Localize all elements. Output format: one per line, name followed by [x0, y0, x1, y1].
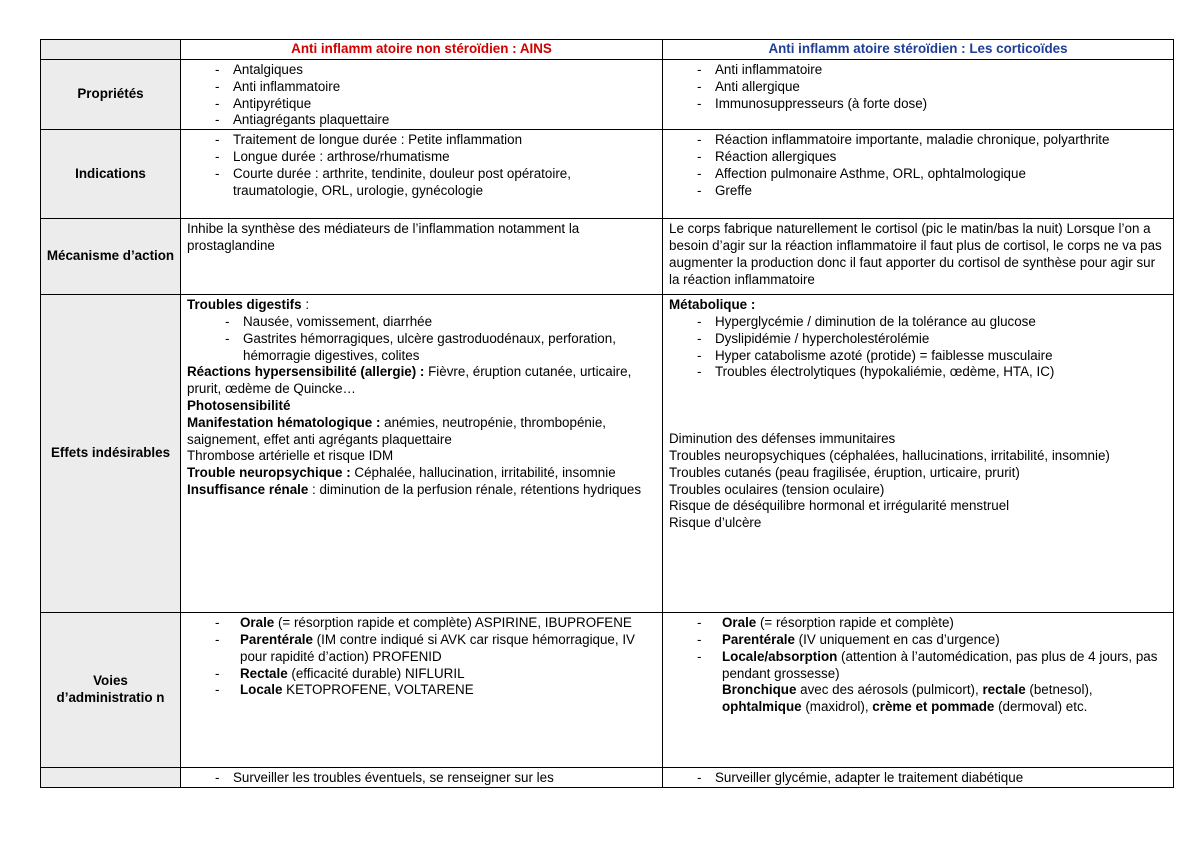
voie-name: Locale [240, 682, 283, 698]
voie-desc: (efficacité durable) NIFLURIL [287, 665, 465, 681]
list-indications-cortico [669, 132, 1168, 199]
list-item: - Antipyrétique [187, 96, 657, 113]
list-item: - Traitement de longue durée : Petite inflammation [187, 132, 657, 149]
voie-name: crème et pommade [872, 699, 995, 715]
voie-name: Locale/absorption [722, 648, 838, 664]
list-item: - Nausée, vomissement, diarrhée [187, 314, 657, 331]
effet-line: Troubles cutanés (peau fragilisée, éruption, urticaire, prurit) [669, 464, 1020, 480]
hyper-title: Réactions hypersensibilité (allergie) : [187, 364, 425, 380]
list-item: - Gastrites hémorragiques, ulcère gastroduodénaux, perforation, hémorragie digestives, colites [187, 331, 657, 365]
list-item [187, 632, 657, 666]
voie-name: Orale [240, 615, 275, 631]
row-label-mecanisme: Mécanisme d’action [41, 219, 181, 295]
renal-text: : diminution de la perfusion rénale, rétentions hydriques [308, 481, 642, 497]
voie-desc: KETOPROFENE, VOLTARENE [282, 682, 474, 698]
list-item: - Immunosuppresseurs (à forte dose) [669, 96, 1168, 113]
header-empty-cell [41, 40, 181, 60]
list-item: - Anti inflammatoire [187, 79, 657, 96]
row-label-proprietes: Propriétés [41, 60, 181, 130]
header-ains: Anti inflamm atoire non stéroïdien : AINS [181, 40, 663, 60]
list-item: - Réaction allergiques [669, 149, 1168, 166]
list-indications-ains [187, 132, 657, 199]
effet-line: Risque d’ulcère [669, 515, 762, 531]
row-voies [41, 613, 1174, 768]
list-metabolique [669, 314, 1168, 381]
digestifs-line [187, 297, 657, 314]
voie-name: rectale [982, 682, 1026, 698]
renal-line [187, 482, 657, 499]
voie-name: Orale [722, 615, 757, 631]
list-item: - Surveiller les troubles éventuels, se renseigner sur les [187, 770, 657, 787]
voie-name: Bronchique [722, 682, 797, 698]
cell-mecanisme-ains: Inhibe la synthèse des médiateurs de l’inflammation notamment la prostaglandine [181, 219, 663, 295]
voie-desc: (betnesol), [1025, 682, 1093, 698]
list-item: - Anti inflammatoire [669, 62, 1168, 79]
list-item: - Troubles électrolytiques (hypokaliémie, œdème, HTA, IC) [669, 364, 1168, 381]
voie-desc: (dermoval) etc. [994, 699, 1088, 715]
row-indications [41, 130, 1174, 219]
spacer [669, 381, 1168, 431]
cell-proprietes-ains [181, 60, 663, 130]
voie-desc: (= résorption rapide et complète) ASPIRINE, IBUPROFENE [274, 615, 632, 631]
voies-extra [669, 682, 1168, 716]
list-surveillance-cortico [669, 770, 1168, 787]
list-item: - Surveiller glycémie, adapter le traitement diabétique [669, 770, 1168, 787]
list-item: - Hyperglycémie / diminution de la tolérance au glucose [669, 314, 1168, 331]
list-item: - Anti allergique [669, 79, 1168, 96]
hemato-line [187, 415, 657, 449]
list-proprietes-ains [187, 62, 657, 129]
voie-name: Rectale [240, 665, 288, 681]
list-voies-cortico [669, 615, 1168, 682]
cell-proprietes-cortico [663, 60, 1174, 130]
digestifs-colon: : [301, 297, 310, 313]
cell-voies-ains [181, 613, 663, 768]
neuro-title: Trouble neuropsychique : [187, 465, 351, 481]
cell-mecanisme-cortico: Le corps fabrique naturellement le cortisol (pic le matin/bas la nuit) Lorsque l’on a besoin d’agir sur la réaction inflammatoire il faut plus de cortisol, le corps ne va pas augmenter la production donc il faut apporter du cortisol de synthèse pour agir sur la réaction inflammatoire [663, 219, 1174, 295]
effet-line: Risque de déséquilibre hormonal et irrégularité menstruel [669, 498, 1010, 514]
list-item: - Antalgiques [187, 62, 657, 79]
voie-name: ophtalmique [722, 699, 802, 715]
list-item: - Courte durée : arthrite, tendinite, douleur post opératoire, traumatologie, ORL, urologie, gynécologie [187, 166, 657, 200]
neuro-line [187, 465, 657, 482]
cell-surveillance-ains [181, 768, 663, 788]
row-label-effets: Effets indésirables [41, 295, 181, 613]
row-label-surveillance [41, 768, 181, 788]
list-item [187, 666, 657, 683]
voie-name: Parentérale [722, 631, 795, 647]
list-digestifs [187, 314, 657, 364]
comparison-table [40, 39, 1174, 788]
voie-desc: (attention à l’automédication, pas plus de 4 jours, pas pendant grossesse) [722, 648, 1158, 681]
list-item: - Antiagrégants plaquettaire [187, 112, 657, 129]
row-proprietes [41, 60, 1174, 130]
photo-title: Photosensibilité [187, 397, 291, 413]
cell-indications-ains [181, 130, 663, 219]
hyper-text: Fièvre, éruption cutanée, urticaire, prurit, œdème de Quincke… [187, 364, 632, 397]
cell-effets-cortico [663, 295, 1174, 613]
thrombose-line: Thrombose artérielle et risque IDM [187, 448, 394, 464]
list-item [669, 632, 1168, 649]
hyper-line [187, 364, 657, 398]
voie-name: Parentérale [240, 631, 313, 647]
list-surveillance-ains [187, 770, 657, 787]
effet-line: Diminution des défenses immunitaires [669, 431, 896, 447]
comparison-table-container [40, 39, 1173, 788]
renal-title: Insuffisance rénale [187, 481, 309, 497]
voie-desc: (IV uniquement en cas d’urgence) [794, 631, 1000, 647]
list-item: - Greffe [669, 183, 1168, 200]
header-corticoides: Anti inflamm atoire stéroïdien : Les corticoïdes [663, 40, 1174, 60]
list-item [669, 615, 1168, 632]
effet-line: Troubles oculaires (tension oculaire) [669, 481, 885, 497]
list-voies-ains [187, 615, 657, 699]
list-proprietes-cortico [669, 62, 1168, 112]
meta-title: Métabolique : [669, 297, 756, 313]
hemato-title: Manifestation hématologique : [187, 414, 381, 430]
cell-voies-cortico [663, 613, 1174, 768]
list-item [669, 649, 1168, 683]
voie-desc: (IM contre indiqué si AVK car risque hémorragique, IV pour rapidité d’action) PROFENID [240, 631, 635, 664]
effet-line: Troubles neuropsychiques (céphalées, hallucinations, irritabilité, insomnie) [669, 447, 1110, 463]
cell-surveillance-cortico [663, 768, 1174, 788]
header-row [41, 40, 1174, 60]
list-item: - Affection pulmonaire Asthme, ORL, ophtalmologique [669, 166, 1168, 183]
row-mecanisme [41, 219, 1174, 295]
list-item: - Longue durée : arthrose/rhumatisme [187, 149, 657, 166]
digestifs-title: Troubles digestifs [187, 297, 302, 313]
list-item: - Hyper catabolisme azoté (protide) = faiblesse musculaire [669, 348, 1168, 365]
row-surveillance [41, 768, 1174, 788]
voie-desc: avec des aérosols (pulmicort), [796, 682, 983, 698]
row-label-voies: Voies d’administratio n [41, 613, 181, 768]
voie-desc: (= résorption rapide et complète) [756, 615, 954, 631]
cell-effets-ains [181, 295, 663, 613]
voie-desc: (maxidrol), [801, 699, 873, 715]
neuro-text: Céphalée, hallucination, irritabilité, insomnie [350, 465, 616, 481]
row-label-indications: Indications [41, 130, 181, 219]
list-item: - Réaction inflammatoire importante, maladie chronique, polyarthrite [669, 132, 1168, 149]
row-effets [41, 295, 1174, 613]
list-item [187, 682, 657, 699]
list-item [187, 615, 657, 632]
cell-indications-cortico [663, 130, 1174, 219]
list-item: - Dyslipidémie / hypercholestérolémie [669, 331, 1168, 348]
hemato-text: anémies, neutropénie, thrombopénie, saignement, effet anti agrégants plaquettaire [187, 414, 606, 447]
